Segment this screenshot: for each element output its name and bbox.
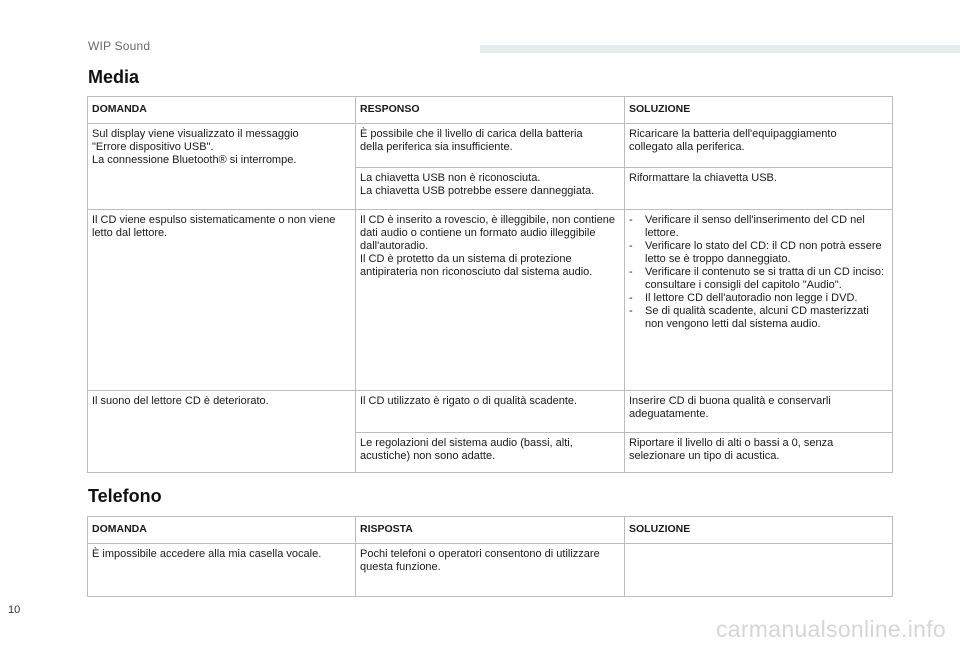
table-header-row xyxy=(88,97,893,124)
solution-line: collegato alla periferica. xyxy=(629,141,745,153)
question-cell: Il suono del lettore CD è deteriorato. xyxy=(88,391,356,473)
solution-cell xyxy=(625,544,893,597)
question-line: Sul display viene visualizzato il messaggio xyxy=(92,128,299,140)
question-line: La connessione Bluetooth® si interrompe. xyxy=(92,154,297,166)
media-troubleshooting-table xyxy=(87,96,893,473)
telefono-section-title: Telefono xyxy=(88,486,162,506)
answer-cell xyxy=(356,124,625,168)
answer-cell xyxy=(356,210,625,391)
column-header-risposta: RISPOSTA xyxy=(356,517,625,544)
answer-cell: Pochi telefoni o operatori consentono di utilizzare questa funzione. xyxy=(356,544,625,597)
column-header-domanda: DOMANDA xyxy=(88,97,356,124)
answer-line: Il CD è inserito a rovescio, è illeggibile, non contiene dati audio o contiene un formato audio illeggibile dall'autoradio. xyxy=(360,214,615,252)
question-line: "Errore dispositivo USB". xyxy=(92,141,214,153)
watermark-text: carmanualsonline.info xyxy=(715,616,946,642)
list-item: - Verificare lo stato del CD: il CD non potrà essere letto se è troppo danneggiato. xyxy=(629,240,888,266)
table-row xyxy=(88,391,893,433)
solution-cell xyxy=(625,210,893,391)
answer-line: È possibile che il livello di carica della batteria xyxy=(360,128,583,140)
table-row xyxy=(88,544,893,597)
table-row xyxy=(88,210,893,391)
solution-line: Riformattare la chiavetta USB. xyxy=(629,172,777,184)
list-item: - Verificare il contenuto se si tratta di un CD inciso: consultare i consigli del capitolo "Audio". xyxy=(629,266,888,292)
telefono-troubleshooting-table xyxy=(87,516,893,597)
answer-cell: Le regolazioni del sistema audio (bassi, alti, acustiche) non sono adatte. xyxy=(356,433,625,473)
answer-line: La chiavetta USB non è riconosciuta. xyxy=(360,172,541,184)
answer-line: Il CD è protetto da un sistema di protezione antipirateria non riconosciuto dal sistema audio. xyxy=(360,253,593,278)
solution-cell xyxy=(625,168,893,210)
question-cell: Il CD viene espulso sistematicamente o non viene letto dal lettore. xyxy=(88,210,356,391)
solution-line: Ricaricare la batteria dell'equipaggiamento xyxy=(629,128,837,140)
list-item: - Il lettore CD dell'autoradio non legge i DVD. xyxy=(629,292,888,305)
answer-cell xyxy=(356,168,625,210)
column-header-responso: RESPONSO xyxy=(356,97,625,124)
answer-line: La chiavetta USB potrebbe essere danneggiata. xyxy=(360,185,595,197)
header-decorative-bar xyxy=(480,45,960,53)
column-header-soluzione: SOLUZIONE xyxy=(625,97,893,124)
solution-cell: Riportare il livello di alti o bassi a 0, senza selezionare un tipo di acustica. xyxy=(625,433,893,473)
table-header-row xyxy=(88,517,893,544)
solution-cell: Inserire CD di buona qualità e conservarli adeguatamente. xyxy=(625,391,893,433)
media-section-title: Media xyxy=(88,67,140,87)
list-item: - Se di qualità scadente, alcuni CD masterizzati non vengono letti dal sistema audio. xyxy=(629,305,888,331)
solution-list xyxy=(629,214,888,331)
solution-cell xyxy=(625,124,893,168)
section-header-label: WIP Sound xyxy=(88,39,151,53)
answer-cell: Il CD utilizzato è rigato o di qualità scadente. xyxy=(356,391,625,433)
list-item: - Verificare il senso dell'inserimento del CD nel lettore. xyxy=(629,214,888,240)
column-header-soluzione: SOLUZIONE xyxy=(625,517,893,544)
answer-line: della periferica sia insufficiente. xyxy=(360,141,513,153)
table-row xyxy=(88,124,893,168)
question-cell xyxy=(88,124,356,210)
page-number: 10 xyxy=(8,604,21,616)
question-cell: È impossibile accedere alla mia casella vocale. xyxy=(88,544,356,597)
column-header-domanda: DOMANDA xyxy=(88,517,356,544)
